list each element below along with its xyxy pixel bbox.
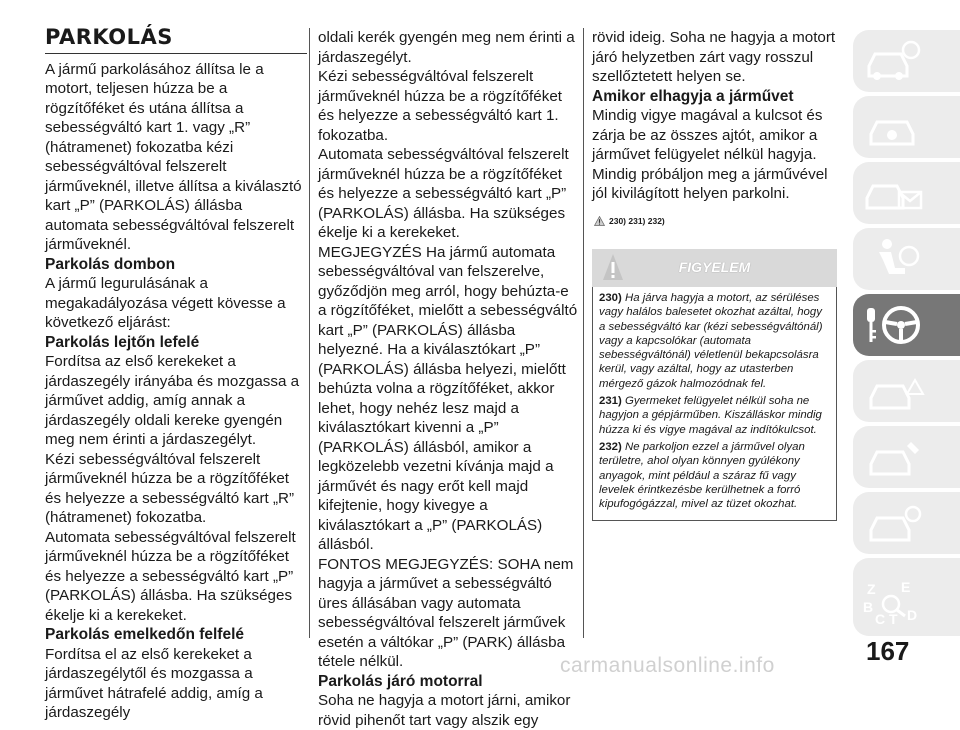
car-specs-icon	[861, 498, 925, 548]
airbag-seat-icon	[861, 234, 925, 284]
tab-safety[interactable]	[853, 228, 960, 290]
paragraph: A jármű legurulásának a megakadályozása végett kövesse a következő eljárást:	[45, 275, 286, 331]
section-heading: Parkolás dombon	[45, 255, 176, 273]
section-heading: Parkolás járó motorral	[318, 672, 483, 690]
warning-title: FIGYELEM	[678, 259, 751, 275]
car-breakdown-icon	[861, 366, 925, 416]
tab-starting-driving[interactable]	[853, 294, 960, 356]
svg-text:E: E	[901, 579, 911, 595]
column-divider	[309, 28, 310, 638]
tab-maintenance[interactable]	[853, 426, 960, 488]
paragraph: A jármű parkolásához állítsa le a motort, teljesen húzza be a rögzítőféket és utána állítsa a sebességváltó kart 1. vagy „R” (hátramenet) fokozatba kézi sebességváltóval felszerelt járműveknél, illetve állítsa a kiválasztó kart „P” (PARKOLÁS) állásba automata sebességváltóval felszerelt járműveknél.	[45, 60, 302, 253]
paragraph: Soha ne hagyja a motort járni, amikor rövid pihenőt tart vagy alszik egy	[318, 692, 571, 729]
tab-car-info[interactable]	[853, 30, 960, 92]
paragraph: oldali kerék gyengén meg nem érinti a járdaszegélyt.	[318, 29, 575, 66]
tab-index[interactable]	[853, 570, 960, 636]
paragraph: Kézi sebességváltóval felszerelt járműveknél húzza be a rögzítőféket és helyezze a sebességváltó kart „R” (hátramenet) fokozatba.	[45, 450, 295, 526]
page-title: PARKOLÁS	[45, 28, 307, 54]
watermark[interactable]: carmanualsonline.info	[560, 654, 775, 677]
tab-emergency[interactable]	[853, 360, 960, 422]
alphabet-index-icon	[861, 578, 925, 628]
car-info-icon	[861, 36, 925, 86]
page-number: 167	[866, 636, 910, 666]
tab-messages[interactable]	[853, 162, 960, 224]
warning-references[interactable]	[594, 212, 837, 232]
column-2	[318, 28, 580, 730]
warning-item: 231) Gyermeket felügyelet nélkül soha ne hagyjon a gépjárműben. Kiszálláskor mindig húzza ki és vigye magával az indítókulcsot.	[599, 395, 822, 436]
column-3	[592, 28, 837, 521]
svg-text:C: C	[875, 611, 886, 627]
tab-specifications[interactable]	[853, 492, 960, 554]
paragraph: Fordítsa az első kerekeket a járdaszegély irányába és mozgassa a járművet addig, amíg annak a járdaszegély oldali kereke gyengén meg nem érinti a járdaszegélyt.	[45, 353, 300, 448]
key-steering-icon	[861, 300, 925, 350]
reference-numbers: 230) 231) 232)	[609, 215, 665, 226]
warning-header	[592, 249, 837, 287]
tab-dashboard[interactable]	[853, 96, 960, 158]
warning-triangle-icon	[594, 216, 605, 226]
paragraph: Automata sebességváltóval felszerelt járműveknél húzza be a rögzítőféket és helyezze a sebességváltó kart „P” (PARKOLÁS) állásba. Ha szükséges ékelje ki a kerekeket.	[45, 528, 296, 624]
paragraph: Automata sebességváltóval felszerelt járműveknél húzza be a rögzítőféket és helyezze a sebességváltó kart „P” (PARKOLÁS) állásba. Ha szükséges ékelje ki a kerekeket.	[318, 146, 569, 241]
section-heading: Parkolás emelkedőn felfelé	[45, 626, 245, 643]
svg-text:D: D	[907, 607, 918, 623]
section-heading: Amikor elhagyja a járművet	[592, 87, 794, 105]
car-message-icon	[861, 168, 925, 218]
svg-text:Z: Z	[867, 581, 876, 597]
svg-text:T: T	[889, 611, 898, 627]
car-service-icon	[861, 432, 925, 482]
warning-item: 232) Ne parkoljon ezzel a járművel olyan területre, ahol olyan könnyen gyúlékony anyagok, mint például a száraz fű vagy levelek érintkezésbe kerülhetnek a forró kipufogógázzal, mivel az tüzet okozhat.	[599, 440, 805, 511]
dashboard-car-icon	[861, 102, 925, 152]
note-paragraph: MEGJEGYZÉS Ha jármű automata sebességváltóval van felszerelve, győződjön meg arról, hogy behúzta-e a rögzítőféket, mielőtt a sebességváltó kart „P” (PARKOLÁS) állásba helyezné. Ha a kiválasztókart „P” (PARKOLÁS) állásba helyezi, mielőtt behúzta volna a rögzítőféket, akkor lehet, hogy nehéz lesz majd a kiválasztókart kivenni a „P” (PARKOLÁS) állásból, amikor a legközelebb vezetni kívánja majd a járművét és nagy erőt kell majd kifejtenie, hogy kivegye a kiválasztókart a „P” (PARKOLÁS) állásból.	[318, 243, 578, 553]
paragraph: Fordítsa el az első kerekeket a járdaszegélytől és mozgassa a járművet hátrafelé addig, amíg a járdaszegély	[45, 645, 263, 721]
column-divider	[583, 28, 584, 638]
svg-text:B: B	[863, 599, 874, 615]
section-heading: Parkolás lejtőn lefelé	[45, 333, 200, 351]
warning-item: 230) Ha járva hagyja a motort, az sérüléses vagy halálos balesetet okozhat azáltal, hogy a sebességváltó kar (kézi sebességváltónál) vagy a kapcsolókar (automata sebességváltónál) véletlenül bekapcsolásra kerül, vagy azáltal, hogy az utasterben mérgező gázok halmozódnak fel.	[599, 292, 823, 390]
important-note-paragraph: FONTOS MEGJEGYZÉS: SOHA nem hagyja a járművet a sebességváltó üres állásában vagy automata sebességváltóval felszerelt járművek esetén a váltókar „P” (PARK) állásba tétele nélkül.	[318, 555, 574, 670]
paragraph: rövid ideig. Soha ne hagyja a motort járó helyzetben zárt vagy rosszul szellőztetett helyen se.	[592, 29, 836, 85]
paragraph: Kézi sebességváltóval felszerelt járműveknél húzza be a rögzítőféket és helyezze a sebességváltó kart 1. fokozatba.	[318, 68, 562, 144]
warning-box	[592, 287, 837, 521]
column-1	[45, 25, 307, 723]
paragraph: Mindig vigye magával a kulcsot és zárja be az összes ajtót, amikor a járművet felügyelet nélkül hagyja. Mindig próbáljon meg a járművével jól kivilágított helyen parkolni.	[592, 107, 828, 202]
